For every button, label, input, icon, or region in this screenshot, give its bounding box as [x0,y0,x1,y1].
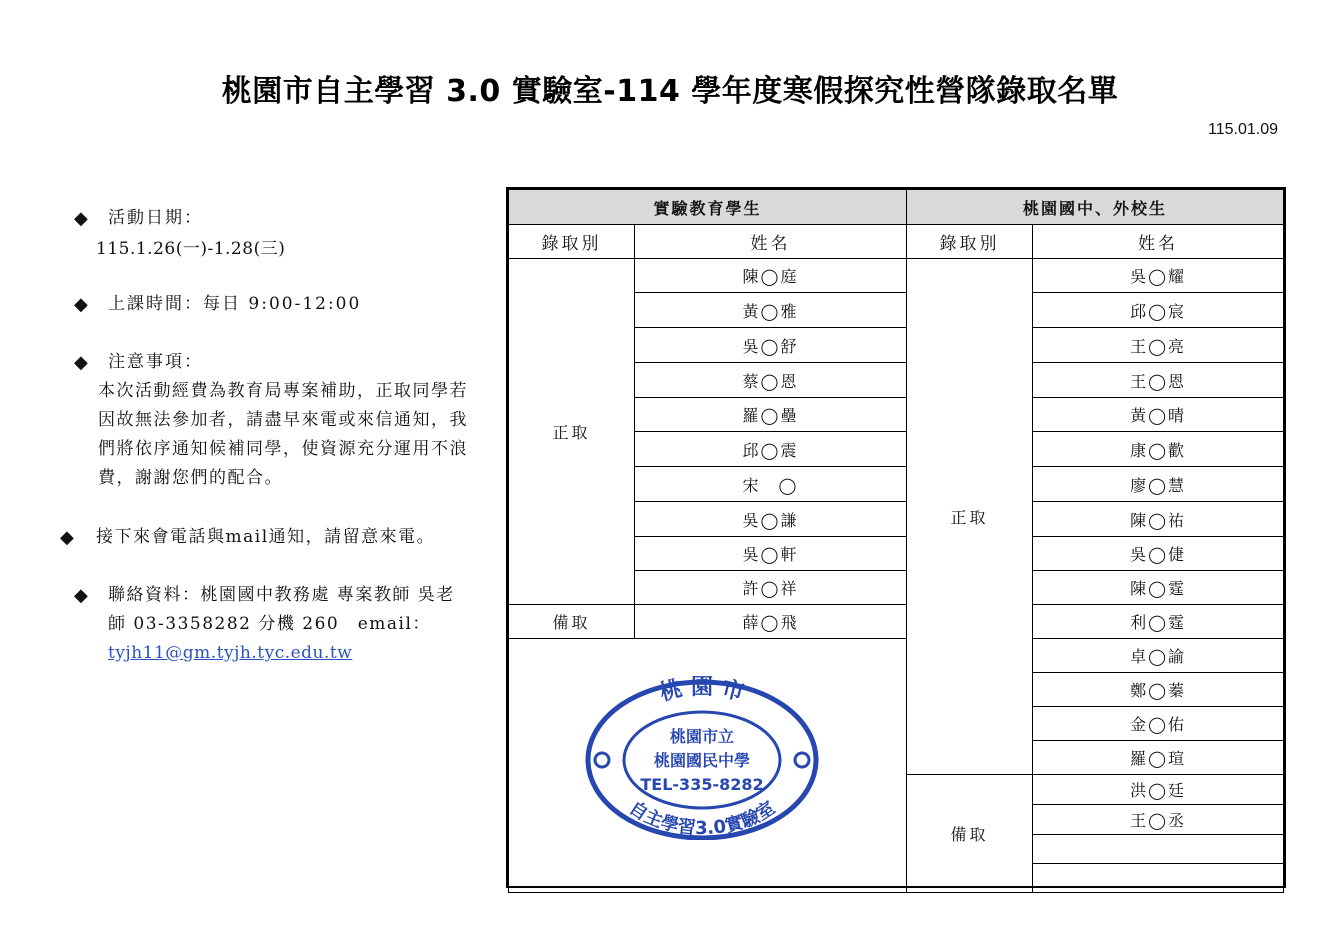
name-cell: 鄭◯蓁 [1033,673,1284,707]
activity-date-value: 115.1.26(一)-1.28(三) [96,239,286,259]
name-cell: 吳◯倢 [1033,537,1284,571]
diamond-bullet-icon: ◆ [74,585,88,606]
seal-top-text: 桃 園 市 [657,676,747,707]
name-cell: 陳◯庭 [635,259,907,293]
name-cell: 王◯丞 [1033,805,1284,835]
name-cell: 許◯祥 [635,571,907,605]
contact-line-2: 師 03-3358282 分機 260 email： [108,614,431,634]
contact-email-link[interactable]: tyjh11@gm.tyjh.tyc.edu.tw [108,643,353,663]
diamond-bullet-icon: ◆ [74,352,88,373]
name-cell: 利◯霆 [1033,605,1284,639]
notes-line: 因故無法參加者，請盡早來電或來信通知，我 [98,410,468,430]
name-cell [1033,864,1284,893]
page-title: 桃園市自主學習 3.0 實驗室-114 學年度寒假探究性營隊錄取名單 [221,74,1119,109]
table-row [509,605,1284,639]
phone-notice-text: 接下來會電話與mail通知，請留意來電。 [96,527,436,547]
name-cell: 蔡◯恩 [635,363,907,398]
seal-line-3: TEL-335-8282 [640,775,764,794]
notes-line: 費，謝謝您們的配合。 [98,468,283,488]
category-cell-waitlist: 備取 [907,775,1033,893]
name-cell: 金◯佑 [1033,707,1284,741]
diamond-bullet-icon: ◆ [60,527,74,548]
diamond-bullet-icon: ◆ [74,294,88,315]
activity-date-label: 活動日期： [108,208,203,228]
name-cell: 吳◯謙 [635,502,907,537]
category-cell-accepted: 正取 [907,259,1033,775]
name-cell: 廖◯慧 [1033,467,1284,502]
seal-bottom-text: 自主學習3.0實驗室 [625,797,779,840]
seal-line-1: 桃園市立 [669,727,735,746]
col-header-category: 錄取別 [509,225,635,259]
group-header-right: 桃園國中、外校生 [907,190,1284,225]
col-header-category: 錄取別 [907,225,1033,259]
category-cell-accepted: 正取 [509,259,635,605]
name-cell: 王◯恩 [1033,363,1284,398]
col-header-name: 姓名 [635,225,907,259]
diamond-bullet-icon: ◆ [74,208,88,229]
name-cell: 黃◯雅 [635,293,907,328]
name-cell: 吳◯軒 [635,537,907,571]
notes-line: 本次活動經費為教育局專案補助，正取同學若 [98,381,468,401]
name-cell: 吳◯舒 [635,328,907,363]
name-cell: 宋 ◯ [635,467,907,502]
notes-line: 們將依序通知候補同學，使資源充分運用不浪 [98,439,468,459]
name-cell: 洪◯廷 [1033,775,1284,805]
plum-blossom-icon [795,753,809,767]
name-cell: 黃◯晴 [1033,398,1284,432]
name-cell: 吳◯耀 [1033,259,1284,293]
group-header-left: 實驗教育學生 [509,190,907,225]
class-time-text: 上課時間：每日 9:00-12:00 [108,294,362,314]
table-row [509,639,1284,673]
issue-date: 115.01.09 [1208,121,1278,138]
col-header-name: 姓名 [1033,225,1284,259]
table-row [509,259,1284,293]
notes-body [98,377,468,493]
name-cell [1033,835,1284,864]
name-cell: 康◯歡 [1033,432,1284,467]
name-cell: 邱◯宸 [1033,293,1284,328]
name-cell: 卓◯諭 [1033,639,1284,673]
plum-blossom-icon [595,753,609,767]
name-cell: 陳◯祐 [1033,502,1284,537]
name-cell: 羅◯壘 [635,398,907,432]
name-cell: 薛◯飛 [635,605,907,639]
seal-line-2: 桃園國民中學 [653,751,751,770]
school-seal [584,676,820,840]
name-cell: 羅◯瑄 [1033,741,1284,775]
category-cell-waitlist: 備取 [509,605,635,639]
name-cell: 邱◯震 [635,432,907,467]
name-cell: 王◯亮 [1033,328,1284,363]
contact-line-1: 聯絡資料：桃園國中教務處 專案教師 吳老 [108,585,455,605]
notes-label: 注意事項： [108,352,203,372]
name-cell: 陳◯霆 [1033,571,1284,605]
